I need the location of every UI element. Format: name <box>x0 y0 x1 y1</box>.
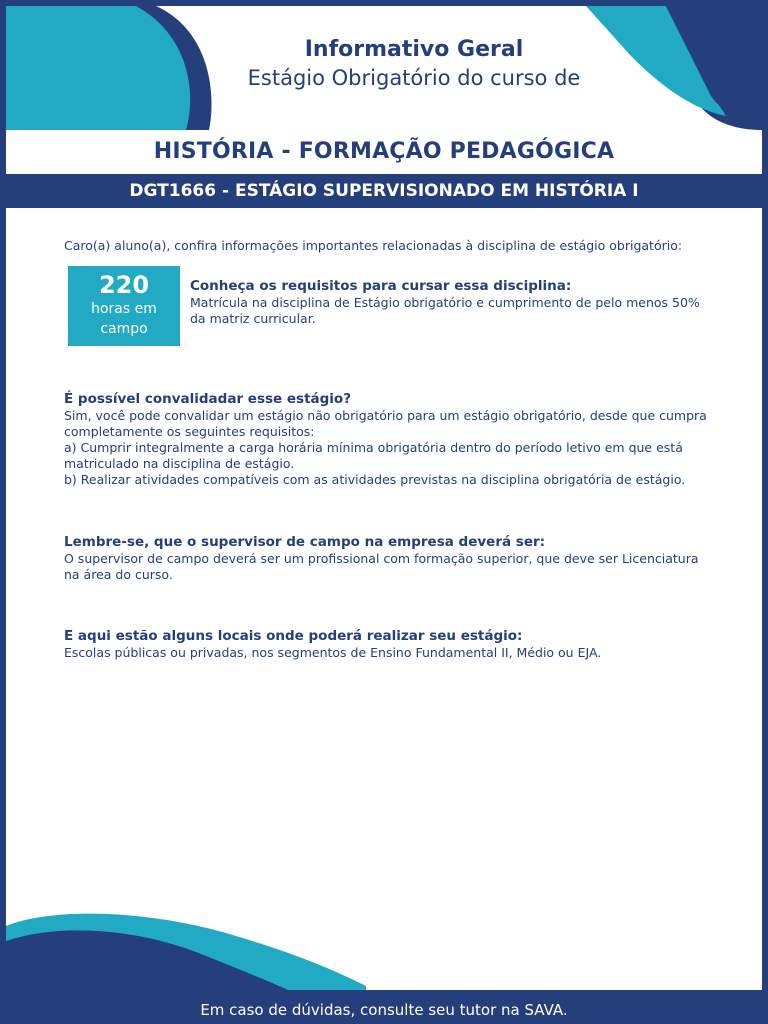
validation-item-b: b) Realizar atividades compatíveis com as atividades previstas na disciplina obrigatória de estágio. <box>64 472 686 487</box>
hours-value: 220 <box>98 271 150 299</box>
page-title: Informativo Geral <box>304 37 524 62</box>
requirements-section <box>190 278 710 327</box>
validation-heading: É possível convalidadar esse estágio? <box>64 391 352 407</box>
page-subtitle: Estágio Obrigatório do curso de <box>247 66 581 90</box>
discipline-band: DGT1666 - ESTÁGIO SUPERVISIONADO EM HISTÓRIA I <box>6 174 762 208</box>
validation-text: Sim, você pode convalidar um estágio não obrigatório para um estágio obrigatório, desde que cumpra completamente os seguintes requisitos: <box>64 408 707 439</box>
intro-text: Caro(a) aluno(a), confira informações importantes relacionadas à disciplina de estágio obrigatório: <box>64 238 683 253</box>
title-block <box>6 36 762 92</box>
supervisor-heading: Lembre-se, que o supervisor de campo na empresa deverá ser: <box>64 534 546 550</box>
validation-section <box>64 391 708 488</box>
footer-note: Em caso de dúvidas, consulte seu tutor na SAVA. <box>200 1001 568 1019</box>
requirements-text: Matrícula na disciplina de Estágio obrigatório e cumprimento de pelo menos 50% da matriz curricular. <box>190 295 700 326</box>
locations-section <box>64 628 708 661</box>
hours-badge <box>68 266 180 346</box>
requirements-heading: Conheça os requisitos para cursar essa disciplina: <box>190 278 572 294</box>
locations-text: Escolas públicas ou privadas, nos segmentos de Ensino Fundamental II, Médio ou EJA. <box>64 645 602 660</box>
course-name: HISTÓRIA - FORMAÇÃO PEDAGÓGICA <box>153 139 615 164</box>
hours-label: horas em campo <box>91 301 157 337</box>
content-body <box>64 238 708 661</box>
locations-heading: E aqui estão alguns locais onde poderá realizar seu estágio: <box>64 628 523 644</box>
validation-item-a: a) Cumprir integralmente a carga horária mínima obrigatória dentro do período letivo em que está matriculado na disciplina de estágio. <box>64 440 683 471</box>
document-page <box>6 6 762 1018</box>
requirements-row <box>64 266 708 348</box>
supervisor-section <box>64 534 708 583</box>
supervisor-text: O supervisor de campo deverá ser um profissional com formação superior, que deve ser Licenciatura na área do curso. <box>64 551 699 582</box>
